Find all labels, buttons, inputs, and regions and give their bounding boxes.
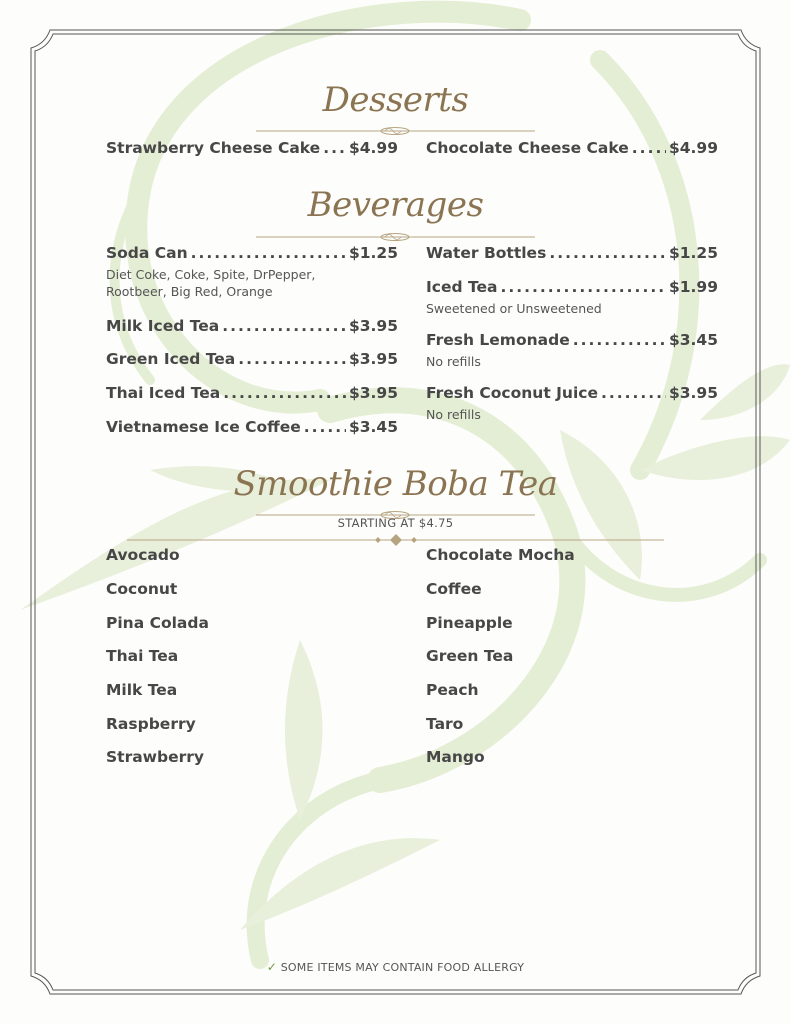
- menu-item-iced-tea: [426, 277, 718, 317]
- allergy-notice: [0, 960, 791, 974]
- menu-item-fresh-coconut-juice: [426, 383, 718, 423]
- item-description: No refills: [426, 354, 481, 369]
- item-price: $1.25: [668, 244, 718, 262]
- smoothie-flavor: Green Tea: [426, 647, 514, 665]
- item-price: $3.45: [348, 418, 398, 436]
- smoothie-subtitle: STARTING AT $4.75: [337, 516, 454, 530]
- smoothie-flavor: Raspberry: [106, 715, 196, 733]
- item-description: No refills: [426, 407, 481, 422]
- item-price: $3.95: [348, 317, 398, 335]
- item-description: Rootbeer, Big Red, Orange: [106, 284, 273, 299]
- item-name: Green Iced Tea: [106, 350, 236, 368]
- item-name: Vietnamese Ice Coffee: [106, 418, 301, 436]
- dot-leader: [601, 383, 666, 403]
- smoothie-flavor: Avocado: [106, 546, 180, 564]
- dot-leader: [223, 383, 346, 403]
- check-icon: ✓: [266, 960, 278, 974]
- item-name: Strawberry Cheese Cake: [106, 139, 321, 157]
- item-name: Water Bottles: [426, 244, 547, 262]
- dot-leader: [500, 277, 666, 297]
- menu-item-vietnamese-ice-coffee: [106, 417, 398, 437]
- dot-leader: [573, 330, 666, 350]
- item-description: Diet Coke, Coke, Spite, DrPepper,: [106, 267, 316, 282]
- item-name: Milk Iced Tea: [106, 317, 220, 335]
- item-price: $3.95: [348, 384, 398, 402]
- desserts-left-column: [106, 138, 398, 158]
- smoothie-flavor: Strawberry: [106, 748, 204, 766]
- dot-leader: [222, 316, 346, 336]
- dot-leader: [549, 243, 666, 263]
- smoothie-flavor: Thai Tea: [106, 647, 179, 665]
- menu-item-water-bottles: [426, 243, 718, 263]
- smoothie-flavor: Pineapple: [426, 614, 513, 632]
- desserts-divider: [0, 124, 791, 138]
- menu-item-fresh-lemonade: [426, 330, 718, 370]
- item-name: Fresh Lemonade: [426, 331, 570, 349]
- menu-item-strawberry-cheese-cake: [106, 138, 398, 158]
- menu-item-soda-can: [106, 243, 398, 300]
- desserts-right-column: [426, 138, 718, 158]
- item-name: Soda Can: [106, 244, 188, 262]
- item-name: Thai Iced Tea: [106, 384, 221, 402]
- smoothie-flavor: Mango: [426, 748, 485, 766]
- smoothie-flavor: Coffee: [426, 580, 482, 598]
- item-price: $3.95: [668, 384, 718, 402]
- smoothie-flavor: Coconut: [106, 580, 178, 598]
- beverages-title: Beverages: [307, 185, 484, 225]
- dot-leader: [191, 243, 346, 263]
- item-price: $4.99: [348, 139, 398, 157]
- smoothie-flavor: Taro: [426, 715, 464, 733]
- smoothie-flavor: Pina Colada: [106, 614, 209, 632]
- menu-item-thai-iced-tea: [106, 383, 398, 403]
- menu-item-green-iced-tea: [106, 349, 398, 369]
- item-name: Chocolate Cheese Cake: [426, 139, 629, 157]
- smoothie-flavor: Peach: [426, 681, 479, 699]
- dot-leader: [238, 349, 346, 369]
- item-name: Fresh Coconut Juice: [426, 384, 598, 402]
- dot-leader: [304, 417, 346, 437]
- item-price: $4.99: [668, 139, 718, 157]
- item-name: Iced Tea: [426, 278, 498, 296]
- item-price: $1.25: [348, 244, 398, 262]
- item-price: $3.45: [668, 331, 718, 349]
- smoothie-flavor: Milk Tea: [106, 681, 178, 699]
- menu-item-chocolate-cheese-cake: [426, 138, 718, 158]
- menu-item-milk-iced-tea: [106, 316, 398, 336]
- smoothie-flavor: Chocolate Mocha: [426, 546, 575, 564]
- beverages-divider: [0, 230, 791, 244]
- dot-leader: [632, 138, 666, 158]
- item-price: $1.99: [668, 278, 718, 296]
- dot-leader: [323, 138, 346, 158]
- item-description: Sweetened or Unsweetened: [426, 301, 602, 316]
- desserts-title: Desserts: [322, 80, 469, 120]
- allergy-notice-text: SOME ITEMS MAY CONTAIN FOOD ALLERGY: [280, 961, 525, 974]
- item-price: $3.95: [348, 350, 398, 368]
- smoothie-title: Smoothie Boba Tea: [233, 464, 558, 504]
